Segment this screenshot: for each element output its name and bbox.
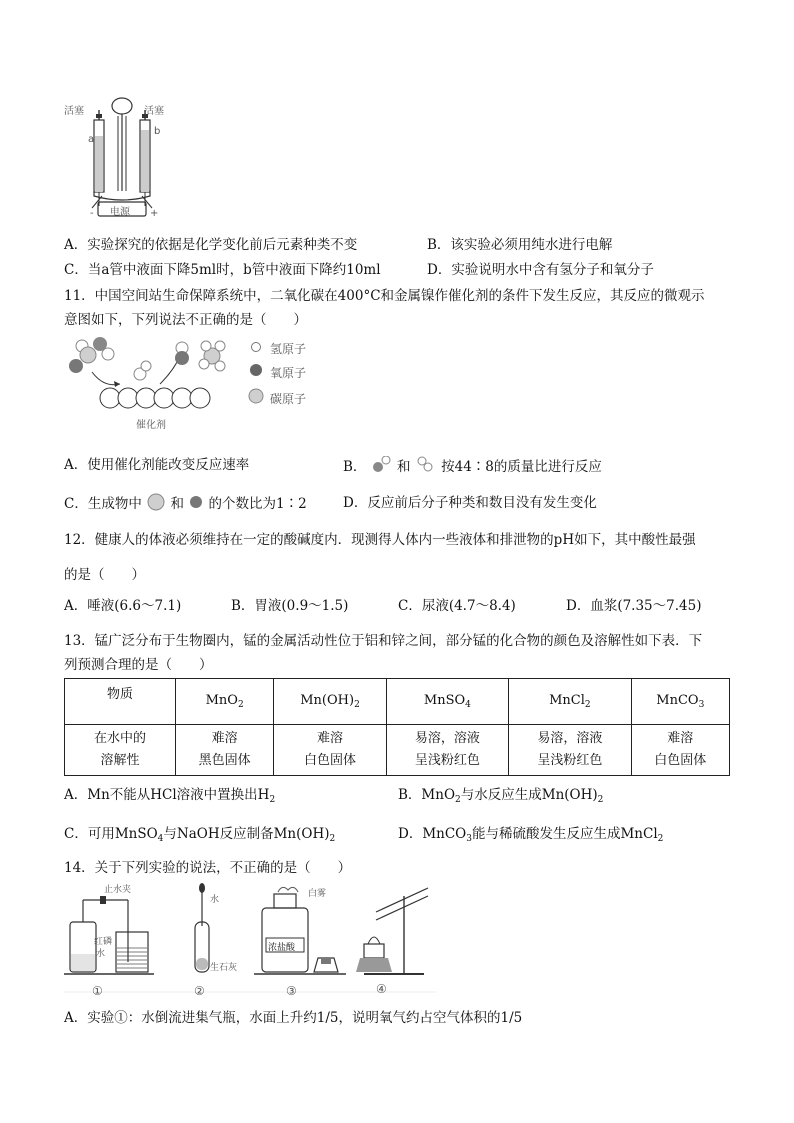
minus-sign: - (90, 208, 94, 219)
experiment-number-4: ④ (376, 982, 387, 996)
q10-option-d: D．实验说明水中含有氢分子和氧分子 (427, 262, 654, 278)
q12-option-c: C．尿液(4.7～8.4) (398, 598, 516, 614)
experiment-number-2: ② (194, 984, 205, 998)
q12-option-d: D．血浆(7.35～7.45) (566, 598, 702, 614)
header-mnoh2: $Mn(OH)_2$ (274, 679, 386, 725)
header-mncl2: MnCl$_2$ (509, 679, 631, 725)
q10-option-c: C．当a管中液面下降5ml时，b管中液面下降约10ml (64, 262, 381, 278)
water-label-2: 水 (210, 895, 220, 905)
plus-sign: + (150, 208, 159, 219)
h2-molecule-icon (415, 456, 437, 474)
cell-mnso4: 易溶，溶液 呈浅粉红色 (386, 725, 508, 776)
legend-oxygen: 氧原子 (270, 366, 307, 380)
red-phosphorus-label: 红磷 (94, 937, 113, 947)
cell-mnoh2: 难溶 白色固体 (274, 725, 386, 776)
h2o-molecule-icon (188, 493, 204, 511)
cell-mncl2: 易溶，溶液 呈浅粉红色 (509, 725, 631, 776)
q12-stem-line2: 的是（ ） (64, 567, 145, 583)
header-mno2: MnO$_2$ (176, 679, 274, 725)
clamp-label: 止水夹 (104, 885, 132, 895)
co2-molecule-icon (371, 456, 393, 474)
legend-hydrogen: 氢原子 (270, 342, 307, 356)
q12-stem-line1: 12．健康人的体液必须维持在一定的酸碱度内．现测得人体内一些液体和排泄物的pH如下，其中酸性最强 (64, 532, 696, 548)
q11-stem-line1: 11．中国空间站生命保障系统中，二氧化碳在400°C和金属镍作催化剂的条件下发生反应，其反应的微观示 (64, 288, 705, 304)
header-mnso4: MnSO$_4$ (386, 679, 508, 725)
experiments-figure (64, 882, 436, 1000)
q11-option-c-suffix: 的个数比为1∶2 (208, 496, 307, 512)
electrolysis-figure (62, 96, 182, 224)
q14-stem: 14．关于下列实验的说法，不正确的是（ ） (64, 860, 352, 876)
reaction-microscopic-figure (64, 336, 324, 434)
stopcock-label-right: 活塞 (144, 106, 164, 117)
experiment-number-1: ① (92, 984, 103, 998)
conc-hcl-label: 浓盐酸 (268, 943, 296, 953)
q11-option-c-prefix: C．生成物中 (64, 496, 142, 512)
q10-option-b: B．该实验必须用纯水进行电解 (427, 237, 613, 253)
table-header-row (65, 679, 730, 725)
catalyst-label: 催化剂 (136, 420, 166, 431)
table-row (65, 725, 730, 776)
q13-option-c: C．可用MnSO$_4$与NaOH反应制备$Mn(OH)_2$ (64, 826, 336, 844)
q11-option-c-and: 和 (170, 496, 184, 512)
q12-option-b: B．胃液(0.9～1.5) (231, 598, 349, 614)
q11-option-b-and: 和 (397, 459, 411, 475)
white-fog-label: 白雾 (308, 889, 327, 899)
row-label-solubility: 在水中的 溶解性 (65, 725, 176, 776)
power-label: 电源 (110, 207, 130, 218)
q10-option-a: A．实验探究的依据是化学变化前后元素种类不变 (64, 237, 358, 253)
water-label-1: 水 (96, 949, 106, 959)
stopcock-label-left: 活塞 (64, 106, 84, 117)
q11-option-a: A．使用催化剂能改变反应速率 (64, 457, 250, 473)
header-substance: 物质 (65, 679, 176, 725)
q11-stem-line2: 意图如下，下列说法不正确的是（ ） (64, 312, 307, 328)
tube-label-b: b (154, 126, 161, 137)
cell-mnco3: 难溶 白色固体 (631, 725, 729, 776)
manganese-compounds-table (64, 678, 730, 776)
q13-option-d: D．MnCO$_3$能与稀硫酸发生反应生成MnCl$_2$ (398, 826, 664, 844)
quicklime-label: 生石灰 (210, 963, 238, 973)
tube-label-a: a (88, 134, 95, 145)
q13-option-b: B．MnO$_2$与水反应生成$Mn(OH)_2$ (398, 787, 604, 805)
q11-option-d: D．反应前后分子种类和数目没有发生变化 (343, 495, 597, 511)
q11-option-b (343, 456, 602, 476)
q13-stem-line1: 13．锰广泛分布于生物圈内，锰的金属活动性位于铝和锌之间，部分锰的化合物的颜色及溶解性如下表．下 (64, 633, 703, 649)
header-mnco3: MnCO$_3$ (631, 679, 729, 725)
q11-option-c (64, 493, 307, 513)
q11-option-b-prefix: B． (343, 459, 367, 475)
q13-option-a: A．Mn不能从HCl溶液中置换出$H_2$ (64, 787, 276, 805)
legend-carbon: 碳原子 (270, 392, 307, 406)
q13-stem-line2: 列预测合理的是（ ） (64, 657, 213, 673)
q14-option-a: A．实验①：水倒流进集气瓶，水面上升约1/5，说明氧气约占空气体积的1/5 (64, 1010, 523, 1026)
q11-option-b-suffix: 按44∶8的质量比进行反应 (441, 459, 602, 475)
q12-option-a: A．唾液(6.6～7.1) (64, 598, 182, 614)
ch4-molecule-icon (146, 493, 166, 511)
experiment-number-3: ③ (286, 984, 297, 998)
cell-mno2: 难溶 黑色固体 (176, 725, 274, 776)
